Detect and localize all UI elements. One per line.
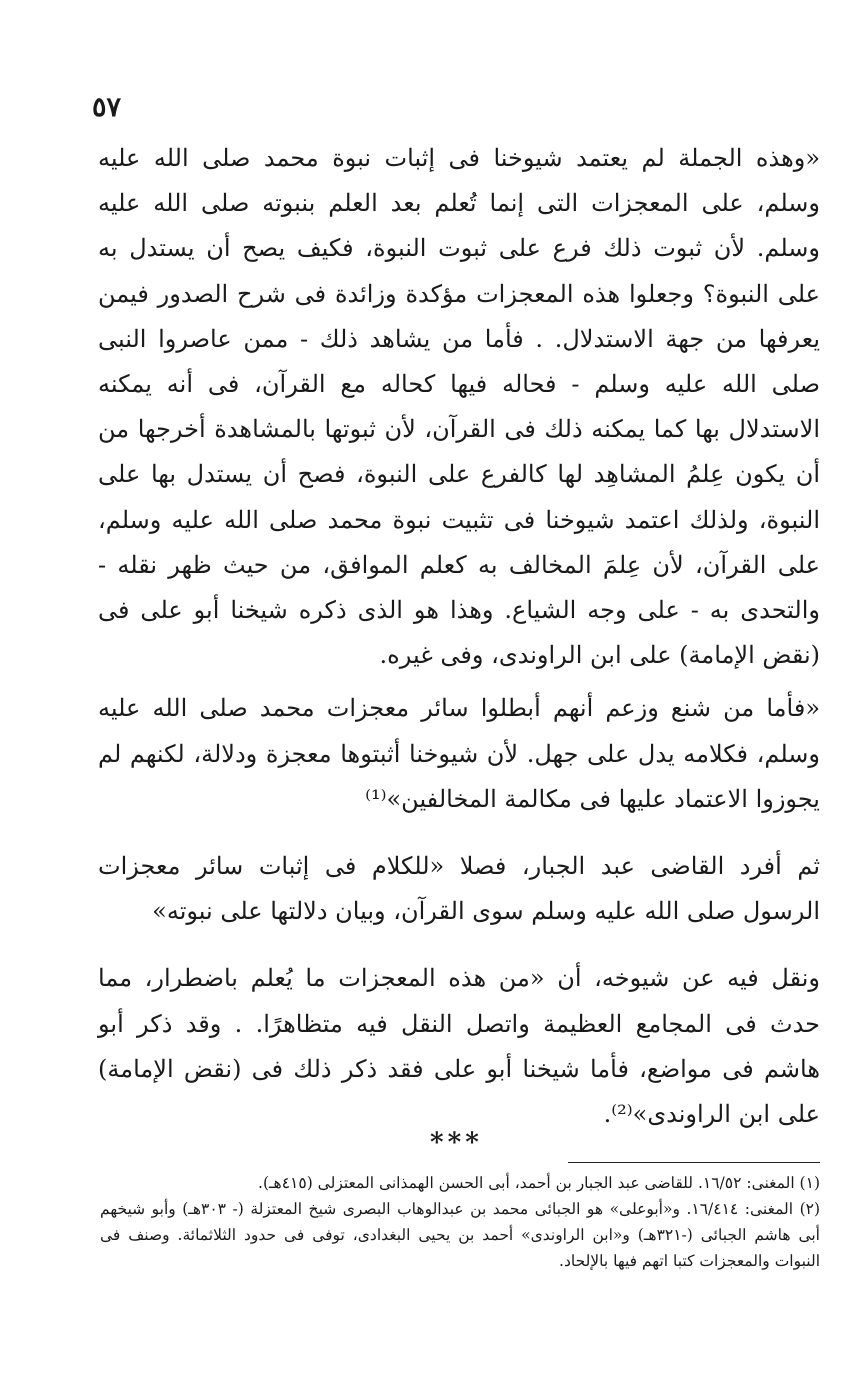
paragraph-2: «فأما من شنع وزعم أنهم أبطلوا سائر معجزات محمد صلى الله عليه وسلم، فكلامه يدل على جهل. لأن شيوخنا أثبتوها معجزة ودلالة، لكنهم لم يجوزوا الاعتماد عليها فى مكالمة المخالفين»⁽¹⁾ [98,694,821,813]
page-number: ٥٧ [92,92,122,123]
paragraph-3: ثم أفرد القاضى عبد الجبار، فصلا «للكلام فى إثبات سائر معجزات الرسول صلى الله عليه وسلم سوى القرآن، وبيان دلالتها على نبوته» [98,852,820,926]
footnote-1: (١) المغنى: ١٦/٥٢. للقاضى عبد الجبار بن أحمد، أبى الحسن الهمذانى المعتزلى (٤١٥هـ). [258,1174,820,1192]
section-separator: *** [430,1128,483,1158]
paragraph-4: ونقل فيه عن شيوخه، أن «من هذه المعجزات ما يُعلم باضطرار، مما حدث فى المجامع العظيمة واتصل النقل فيه متظاهرًا. . وقد ذكر أبو هاشم فى مواضع، فأما شيخنا أبو على فقد ذكر ذلك فى (نقض الإمامة) على ابن الراوندى»⁽²⁾. [98,964,821,1129]
footnote-2: (٢) المغنى: ١٦/٤١٤. و«أبوعلى» هو الجبائى محمد بن عبدالوهاب البصرى شيخ المعتزلة (- ٣٠٣هـ) وأبو شيخهم أبى هاشم الجبائى (-٣٢١هـ) و«ابن الراوندى» أحمد بن يحيى البغدادى، توفى فى حدود الثلاثمائة. وصنف فى النبوات والمعجزات كتبا اتهم فيها بالإلحاد. [100,1200,821,1270]
main-text [98,136,820,1137]
footnotes [100,1170,820,1274]
paragraph-1: «وهذه الجملة لم يعتمد شيوخنا فى إثبات نبوة محمد صلى الله عليه وسلم، على المعجزات التى إنما تُعلم بعد العلم بنبوته صلى الله عليه وسلم. لأن ثبوت ذلك فرع على ثبوت النبوة، فكيف يصح أن يستدل به على النبوة؟ وجعلوا هذه المعجزات مؤكدة وزائدة فى شرح الصدور فيمن يعرفها من جهة الاستدلال. . فأما من يشاهد ذلك - ممن عاصروا النبى صلى الله عليه وسلم - فحاله فيها كحاله مع القرآن، فى أنه يمكنه الاستدلال بها كما يمكنه ذلك فى القرآن، لأن ثبوتها بالمشاهدة أخرجها من أن يكون عِلمُ المشاهِد لها كالفرع على النبوة، فصح أن يستدل بها على النبوة، ولذلك اعتمد شيوخنا فى تثبيت نبوة محمد صلى الله عليه وسلم، على القرآن، لأن عِلمَ المخالف به كعلم الموافق، من حيث ظهر نقله - والتحدى به - على وجه الشياع. وهذا هو الذى ذكره شيخنا أبو على فى (نقض الإمامة) على ابن الراوندى، وفى غيره. [98,144,820,670]
footnote-rule [568,1162,820,1163]
